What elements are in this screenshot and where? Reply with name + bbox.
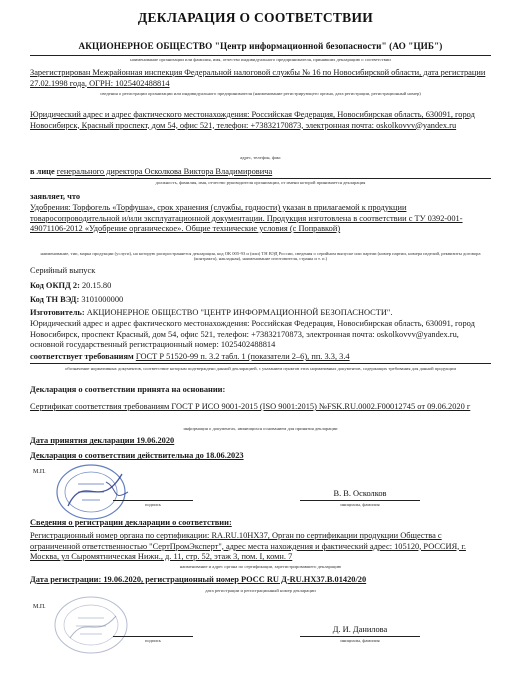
manufacturer-block [30,308,491,319]
manufacturer-address: Юридический адрес и адрес фактического местонахождения: Российская Федерация, Новосибирская область, 630091, город Новосибирск, проспект Красный, дом 54, офис 521, телефон: +73832170873, электронная почта: oskolkovvv@yandex.ru, основной государственный регистрационный номер: 1025402488814 [30,319,475,349]
signature-line [113,500,193,501]
certification-seal-icon [46,594,136,656]
director-line [30,167,491,178]
validity-date: Декларация о соответствии действительна до 18.06.2023 [30,451,244,460]
caption-registration-body: наименование и адрес органа по сертификации, зарегистрировавшего декларацию [179,564,342,569]
caption-basis: информация о документах, являющихся основанием для принятия декларации [183,426,338,431]
director-prefix: в лице [30,167,55,176]
signature-line-2 [113,636,193,637]
document-title: ДЕКЛАРАЦИЯ О СООТВЕТСТВИИ [137,10,374,25]
signer-name-2: Д. И. Данилова [332,625,388,634]
stamp-place-label-2: М.П. [33,604,46,610]
registration-date-number: Дата регистрации: 19.06.2020, регистрационный номер РОСС RU Д-RU.НХ37.В.01420/20 [30,575,367,584]
company-seal-icon [48,462,134,522]
director-name: генерального директора Осколкова Виктора Владимировича [56,167,273,176]
okpd-row [30,281,491,292]
divider [300,500,420,501]
manufacturer-name: АКЦИОНЕРНОЕ ОБЩЕСТВО "ЦЕНТР ИНФОРМАЦИОННОЙ БЕЗОПАСНОСТИ". [86,308,393,317]
acceptance-date: Дата принятия декларации 19.06.2020 [30,436,175,445]
caption-organization: наименование организации или фамилия, имя, отчество индивидуального предпринимателя, принявших декларацию о соответствии [130,57,391,62]
caption-product: наименование, тип, марка продукции (услуги), на которую распространяется декларация, код ОК 005-93 и (или) ТН ВЭД России, сведения о серийном выпуске или партии (номер партии, номера изделий, реквизиты договора (контракта), накладная), наименование изготовителя, страны и т. п.) [40,251,481,262]
divider [30,55,491,56]
okpd-label: Код ОКПД 2: [30,281,80,290]
okpd-value: 20.15.80 [81,281,112,290]
divider [30,178,491,179]
caption-signature: подпись [144,502,161,507]
caption-registration-date: дата регистрации и регистрационный номер декларации [205,588,316,593]
tnved-value: 3101000000 [81,295,124,304]
stamp-place-label: М.П. [33,469,46,475]
manufacturer-label: Изготовитель: [30,308,85,317]
registration-title: Сведения о регистрации декларации о соответствии: [30,518,232,527]
requirements-value: ГОСТ Р 51520-99 п. 3.2 табл. 1 (показатели 2–6), пп. 3.3, 3.4 [135,352,350,361]
caption-signature-2: подпись [144,638,161,643]
caption-initials: инициалы, фамилия [340,502,380,507]
divider [300,636,420,637]
caption-registration: сведения о регистрации организации или индивидуального предпринимателя (наименование регистрирующего органа, дата регистрации, регистрационный номер) [100,91,421,96]
basis-title: Декларация о соответствии принята на основании: [30,385,226,394]
declares-label: заявляет, что [30,192,81,201]
basis-text: Сертификат соответствия требованиям ГОСТ Р ИСО 9001-2015 (ISO 9001:2015) №FSK.RU.0002.F00012745 от 09.06.2020 г [30,402,471,411]
registration-info: Зарегистрирован Межрайонная инспекция Федеральной налоговой службы № 16 по Новосибирской области, дата регистрации 27.02.1998 года, ОГРН: 1025402488814 [30,68,486,88]
address-info: Юридический адрес и адрес фактического местонахождения: Российская Федерация, Новосибирская область, 630091, город Новосибирск, Красный проспект, дом 54, офис 521, телефон: +73832170873, электронная почта: oskolkovvv@yandex.ru [30,110,475,130]
caption-address: адрес, телефон, факс [240,155,281,160]
signer-name: В. В. Осколков [333,489,387,498]
serial-release: Серийный выпуск [30,266,96,275]
caption-requirements: обозначение нормативных документов, соответствие которым подтверждено данной декларацией, с указанием пунктов этих нормативных документов, содержащих требования для данной продукции [65,366,456,371]
caption-initials-2: инициалы, фамилия [340,638,380,643]
organization-name: АКЦИОНЕРНОЕ ОБЩЕСТВО "Центр информационной безопасности" (АО "ЦИБ") [78,41,443,51]
registration-body: Регистрационный номер органа по сертификации: RA.RU.10НХ37, Орган по сертификации продукции Общества с ограниченной ответственностью "СертПромЭксперт", адрес места нахождения и фактический адрес: 105120, РОССИЯ, г. Москва, ул Сыромятническая Нижн., д. 11, стр. 52, этаж 3, пом. I, комн. 7 [30,531,466,561]
requirements-row [30,352,491,363]
requirements-label: соответствует требованиям [30,352,134,361]
tnved-label: Код ТН ВЭД: [30,295,80,304]
caption-director: должность, фамилия, имя, отчество руководителя организации, от имени которой принимается декларация [155,180,366,185]
divider [30,363,491,364]
tnved-row [30,295,491,306]
product-description: Удобрения: Торфогель «Торфуша», срок хранения (службы, годности) указан в прилагаемой к продукции товаросопроводительной и/или эксплуатационной документации. Продукция изготовлена в соответствии с ТУ 0392-001-49071106-2012 «Удобрение органическое». Общие технические условия (с Поправкой) [30,203,463,233]
